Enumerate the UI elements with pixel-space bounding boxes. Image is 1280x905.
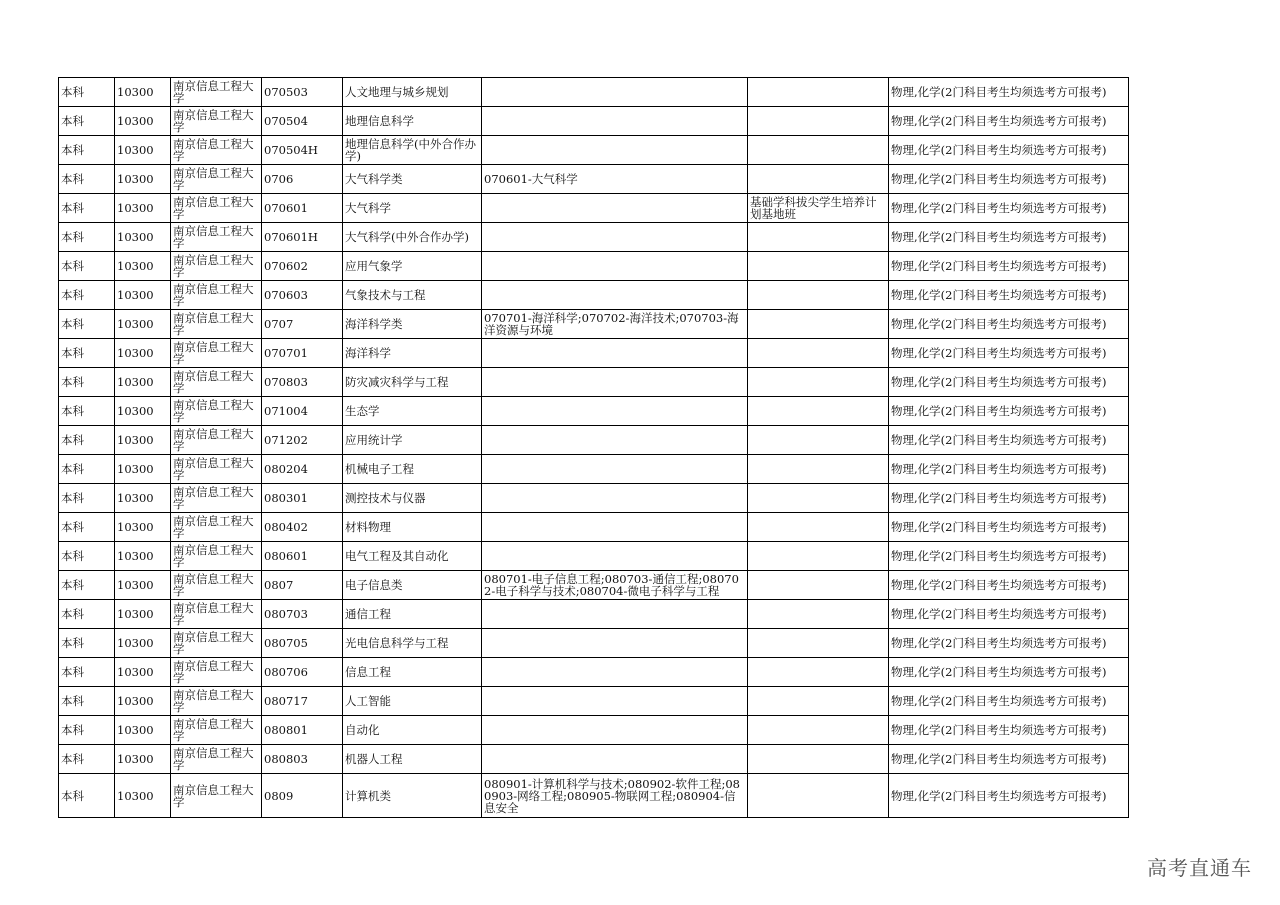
major-name-cell: 防灾减灾科学与工程 bbox=[343, 368, 482, 397]
school-code-cell: 10300 bbox=[115, 426, 171, 455]
included-majors-cell bbox=[482, 194, 748, 223]
school-name-cell: 南京信息工程大学 bbox=[171, 223, 262, 252]
note-cell bbox=[748, 165, 889, 194]
subject-requirement-cell: 物理,化学(2门科目考生均须选考方可报考) bbox=[889, 194, 1129, 223]
school-name-cell: 南京信息工程大学 bbox=[171, 600, 262, 629]
subject-requirement-cell: 物理,化学(2门科目考生均须选考方可报考) bbox=[889, 281, 1129, 310]
included-majors-cell bbox=[482, 629, 748, 658]
level-cell: 本科 bbox=[59, 658, 115, 687]
table-row bbox=[59, 310, 1129, 339]
watermark-text: 高考直通车 bbox=[1147, 856, 1252, 880]
school-code-cell: 10300 bbox=[115, 687, 171, 716]
school-name-cell: 南京信息工程大学 bbox=[171, 252, 262, 281]
table-row bbox=[59, 658, 1129, 687]
school-code-cell: 10300 bbox=[115, 368, 171, 397]
level-cell: 本科 bbox=[59, 687, 115, 716]
table-row bbox=[59, 687, 1129, 716]
major-code-cell: 070602 bbox=[262, 252, 343, 281]
table-row bbox=[59, 78, 1129, 107]
school-code-cell: 10300 bbox=[115, 310, 171, 339]
note-cell bbox=[748, 107, 889, 136]
table-row bbox=[59, 542, 1129, 571]
note-cell bbox=[748, 455, 889, 484]
table-row bbox=[59, 571, 1129, 600]
level-cell: 本科 bbox=[59, 542, 115, 571]
school-code-cell: 10300 bbox=[115, 194, 171, 223]
major-code-cell: 070503 bbox=[262, 78, 343, 107]
subject-requirement-cell: 物理,化学(2门科目考生均须选考方可报考) bbox=[889, 571, 1129, 600]
included-majors-cell bbox=[482, 600, 748, 629]
major-code-cell: 0706 bbox=[262, 165, 343, 194]
major-code-cell: 070701 bbox=[262, 339, 343, 368]
included-majors-cell bbox=[482, 658, 748, 687]
school-code-cell: 10300 bbox=[115, 629, 171, 658]
note-cell bbox=[748, 687, 889, 716]
note-cell bbox=[748, 774, 889, 818]
major-name-cell: 人文地理与城乡规划 bbox=[343, 78, 482, 107]
school-code-cell: 10300 bbox=[115, 600, 171, 629]
included-majors-cell bbox=[482, 484, 748, 513]
subject-requirement-cell: 物理,化学(2门科目考生均须选考方可报考) bbox=[889, 426, 1129, 455]
note-cell bbox=[748, 252, 889, 281]
level-cell: 本科 bbox=[59, 252, 115, 281]
major-code-cell: 070504H bbox=[262, 136, 343, 165]
major-code-cell: 070601 bbox=[262, 194, 343, 223]
subject-requirement-cell: 物理,化学(2门科目考生均须选考方可报考) bbox=[889, 774, 1129, 818]
admission-table bbox=[58, 77, 1129, 818]
note-cell bbox=[748, 368, 889, 397]
subject-requirement-cell: 物理,化学(2门科目考生均须选考方可报考) bbox=[889, 629, 1129, 658]
table-row bbox=[59, 136, 1129, 165]
school-name-cell: 南京信息工程大学 bbox=[171, 368, 262, 397]
school-code-cell: 10300 bbox=[115, 136, 171, 165]
major-code-cell: 080803 bbox=[262, 745, 343, 774]
major-code-cell: 070603 bbox=[262, 281, 343, 310]
note-cell bbox=[748, 484, 889, 513]
note-cell bbox=[748, 426, 889, 455]
major-name-cell: 大气科学 bbox=[343, 194, 482, 223]
subject-requirement-cell: 物理,化学(2门科目考生均须选考方可报考) bbox=[889, 687, 1129, 716]
major-name-cell: 大气科学(中外合作办学) bbox=[343, 223, 482, 252]
note-cell bbox=[748, 78, 889, 107]
table-row bbox=[59, 252, 1129, 281]
subject-requirement-cell: 物理,化学(2门科目考生均须选考方可报考) bbox=[889, 223, 1129, 252]
level-cell: 本科 bbox=[59, 716, 115, 745]
school-code-cell: 10300 bbox=[115, 484, 171, 513]
level-cell: 本科 bbox=[59, 397, 115, 426]
table-row bbox=[59, 629, 1129, 658]
major-name-cell: 材料物理 bbox=[343, 513, 482, 542]
level-cell: 本科 bbox=[59, 223, 115, 252]
major-name-cell: 应用气象学 bbox=[343, 252, 482, 281]
table-row bbox=[59, 339, 1129, 368]
major-name-cell: 地理信息科学(中外合作办学) bbox=[343, 136, 482, 165]
major-name-cell: 海洋科学 bbox=[343, 339, 482, 368]
level-cell: 本科 bbox=[59, 78, 115, 107]
school-code-cell: 10300 bbox=[115, 397, 171, 426]
table-row bbox=[59, 484, 1129, 513]
included-majors-cell: 070701-海洋科学;070702-海洋技术;070703-海洋资源与环境 bbox=[482, 310, 748, 339]
major-name-cell: 测控技术与仪器 bbox=[343, 484, 482, 513]
school-name-cell: 南京信息工程大学 bbox=[171, 281, 262, 310]
subject-requirement-cell: 物理,化学(2门科目考生均须选考方可报考) bbox=[889, 136, 1129, 165]
subject-requirement-cell: 物理,化学(2门科目考生均须选考方可报考) bbox=[889, 542, 1129, 571]
subject-requirement-cell: 物理,化学(2门科目考生均须选考方可报考) bbox=[889, 310, 1129, 339]
level-cell: 本科 bbox=[59, 455, 115, 484]
major-name-cell: 地理信息科学 bbox=[343, 107, 482, 136]
level-cell: 本科 bbox=[59, 136, 115, 165]
included-majors-cell bbox=[482, 716, 748, 745]
school-code-cell: 10300 bbox=[115, 281, 171, 310]
school-name-cell: 南京信息工程大学 bbox=[171, 629, 262, 658]
table-row bbox=[59, 368, 1129, 397]
school-name-cell: 南京信息工程大学 bbox=[171, 136, 262, 165]
table-row bbox=[59, 513, 1129, 542]
school-name-cell: 南京信息工程大学 bbox=[171, 194, 262, 223]
school-name-cell: 南京信息工程大学 bbox=[171, 107, 262, 136]
level-cell: 本科 bbox=[59, 310, 115, 339]
level-cell: 本科 bbox=[59, 745, 115, 774]
school-name-cell: 南京信息工程大学 bbox=[171, 78, 262, 107]
level-cell: 本科 bbox=[59, 368, 115, 397]
included-majors-cell bbox=[482, 252, 748, 281]
major-code-cell: 080204 bbox=[262, 455, 343, 484]
major-code-cell: 0707 bbox=[262, 310, 343, 339]
subject-requirement-cell: 物理,化学(2门科目考生均须选考方可报考) bbox=[889, 600, 1129, 629]
included-majors-cell: 070601-大气科学 bbox=[482, 165, 748, 194]
subject-requirement-cell: 物理,化学(2门科目考生均须选考方可报考) bbox=[889, 339, 1129, 368]
included-majors-cell bbox=[482, 281, 748, 310]
school-name-cell: 南京信息工程大学 bbox=[171, 339, 262, 368]
major-name-cell: 电子信息类 bbox=[343, 571, 482, 600]
level-cell: 本科 bbox=[59, 426, 115, 455]
included-majors-cell bbox=[482, 78, 748, 107]
school-name-cell: 南京信息工程大学 bbox=[171, 774, 262, 818]
major-code-cell: 070601H bbox=[262, 223, 343, 252]
school-name-cell: 南京信息工程大学 bbox=[171, 745, 262, 774]
subject-requirement-cell: 物理,化学(2门科目考生均须选考方可报考) bbox=[889, 368, 1129, 397]
subject-requirement-cell: 物理,化学(2门科目考生均须选考方可报考) bbox=[889, 745, 1129, 774]
subject-requirement-cell: 物理,化学(2门科目考生均须选考方可报考) bbox=[889, 78, 1129, 107]
level-cell: 本科 bbox=[59, 774, 115, 818]
note-cell bbox=[748, 397, 889, 426]
note-cell: 基础学科拔尖学生培养计划基地班 bbox=[748, 194, 889, 223]
school-code-cell: 10300 bbox=[115, 716, 171, 745]
major-code-cell: 080705 bbox=[262, 629, 343, 658]
school-code-cell: 10300 bbox=[115, 658, 171, 687]
major-name-cell: 机械电子工程 bbox=[343, 455, 482, 484]
included-majors-cell bbox=[482, 745, 748, 774]
major-name-cell: 应用统计学 bbox=[343, 426, 482, 455]
note-cell bbox=[748, 571, 889, 600]
subject-requirement-cell: 物理,化学(2门科目考生均须选考方可报考) bbox=[889, 716, 1129, 745]
major-name-cell: 气象技术与工程 bbox=[343, 281, 482, 310]
table-row bbox=[59, 397, 1129, 426]
table-row bbox=[59, 107, 1129, 136]
level-cell: 本科 bbox=[59, 281, 115, 310]
major-name-cell: 大气科学类 bbox=[343, 165, 482, 194]
included-majors-cell: 080901-计算机科学与技术;080902-软件工程;080903-网络工程;080905-物联网工程;080904-信息安全 bbox=[482, 774, 748, 818]
major-code-cell: 070504 bbox=[262, 107, 343, 136]
level-cell: 本科 bbox=[59, 571, 115, 600]
included-majors-cell bbox=[482, 339, 748, 368]
table-row bbox=[59, 426, 1129, 455]
school-name-cell: 南京信息工程大学 bbox=[171, 426, 262, 455]
included-majors-cell bbox=[482, 136, 748, 165]
note-cell bbox=[748, 223, 889, 252]
subject-requirement-cell: 物理,化学(2门科目考生均须选考方可报考) bbox=[889, 658, 1129, 687]
note-cell bbox=[748, 339, 889, 368]
major-name-cell: 电气工程及其自动化 bbox=[343, 542, 482, 571]
level-cell: 本科 bbox=[59, 107, 115, 136]
major-code-cell: 0809 bbox=[262, 774, 343, 818]
level-cell: 本科 bbox=[59, 484, 115, 513]
note-cell bbox=[748, 542, 889, 571]
included-majors-cell bbox=[482, 426, 748, 455]
note-cell bbox=[748, 716, 889, 745]
table-row bbox=[59, 223, 1129, 252]
school-name-cell: 南京信息工程大学 bbox=[171, 397, 262, 426]
major-code-cell: 071004 bbox=[262, 397, 343, 426]
major-code-cell: 080703 bbox=[262, 600, 343, 629]
included-majors-cell bbox=[482, 368, 748, 397]
level-cell: 本科 bbox=[59, 600, 115, 629]
school-code-cell: 10300 bbox=[115, 165, 171, 194]
note-cell bbox=[748, 513, 889, 542]
table-row bbox=[59, 600, 1129, 629]
level-cell: 本科 bbox=[59, 194, 115, 223]
note-cell bbox=[748, 629, 889, 658]
school-code-cell: 10300 bbox=[115, 339, 171, 368]
major-code-cell: 070803 bbox=[262, 368, 343, 397]
table-row bbox=[59, 281, 1129, 310]
major-name-cell: 海洋科学类 bbox=[343, 310, 482, 339]
major-name-cell: 信息工程 bbox=[343, 658, 482, 687]
major-name-cell: 人工智能 bbox=[343, 687, 482, 716]
school-code-cell: 10300 bbox=[115, 107, 171, 136]
included-majors-cell bbox=[482, 687, 748, 716]
table-row bbox=[59, 716, 1129, 745]
school-code-cell: 10300 bbox=[115, 542, 171, 571]
subject-requirement-cell: 物理,化学(2门科目考生均须选考方可报考) bbox=[889, 484, 1129, 513]
included-majors-cell bbox=[482, 542, 748, 571]
school-name-cell: 南京信息工程大学 bbox=[171, 165, 262, 194]
major-code-cell: 071202 bbox=[262, 426, 343, 455]
school-code-cell: 10300 bbox=[115, 78, 171, 107]
school-code-cell: 10300 bbox=[115, 774, 171, 818]
note-cell bbox=[748, 600, 889, 629]
major-name-cell: 光电信息科学与工程 bbox=[343, 629, 482, 658]
subject-requirement-cell: 物理,化学(2门科目考生均须选考方可报考) bbox=[889, 165, 1129, 194]
school-name-cell: 南京信息工程大学 bbox=[171, 455, 262, 484]
subject-requirement-cell: 物理,化学(2门科目考生均须选考方可报考) bbox=[889, 252, 1129, 281]
school-name-cell: 南京信息工程大学 bbox=[171, 716, 262, 745]
included-majors-cell bbox=[482, 107, 748, 136]
school-name-cell: 南京信息工程大学 bbox=[171, 687, 262, 716]
major-code-cell: 0807 bbox=[262, 571, 343, 600]
major-code-cell: 080717 bbox=[262, 687, 343, 716]
table-row bbox=[59, 745, 1129, 774]
school-name-cell: 南京信息工程大学 bbox=[171, 658, 262, 687]
level-cell: 本科 bbox=[59, 165, 115, 194]
major-name-cell: 计算机类 bbox=[343, 774, 482, 818]
major-name-cell: 机器人工程 bbox=[343, 745, 482, 774]
level-cell: 本科 bbox=[59, 339, 115, 368]
school-name-cell: 南京信息工程大学 bbox=[171, 310, 262, 339]
major-code-cell: 080706 bbox=[262, 658, 343, 687]
included-majors-cell bbox=[482, 455, 748, 484]
subject-requirement-cell: 物理,化学(2门科目考生均须选考方可报考) bbox=[889, 513, 1129, 542]
school-code-cell: 10300 bbox=[115, 455, 171, 484]
school-code-cell: 10300 bbox=[115, 223, 171, 252]
major-name-cell: 生态学 bbox=[343, 397, 482, 426]
included-majors-cell bbox=[482, 223, 748, 252]
major-code-cell: 080301 bbox=[262, 484, 343, 513]
note-cell bbox=[748, 281, 889, 310]
table-row bbox=[59, 194, 1129, 223]
major-code-cell: 080801 bbox=[262, 716, 343, 745]
included-majors-cell bbox=[482, 513, 748, 542]
school-name-cell: 南京信息工程大学 bbox=[171, 542, 262, 571]
table-row bbox=[59, 455, 1129, 484]
note-cell bbox=[748, 745, 889, 774]
school-name-cell: 南京信息工程大学 bbox=[171, 571, 262, 600]
school-code-cell: 10300 bbox=[115, 571, 171, 600]
school-code-cell: 10300 bbox=[115, 252, 171, 281]
included-majors-cell: 080701-电子信息工程;080703-通信工程;080702-电子科学与技术;080704-微电子科学与工程 bbox=[482, 571, 748, 600]
major-code-cell: 080601 bbox=[262, 542, 343, 571]
level-cell: 本科 bbox=[59, 629, 115, 658]
note-cell bbox=[748, 136, 889, 165]
school-code-cell: 10300 bbox=[115, 513, 171, 542]
subject-requirement-cell: 物理,化学(2门科目考生均须选考方可报考) bbox=[889, 455, 1129, 484]
level-cell: 本科 bbox=[59, 513, 115, 542]
table-row bbox=[59, 165, 1129, 194]
school-name-cell: 南京信息工程大学 bbox=[171, 484, 262, 513]
subject-requirement-cell: 物理,化学(2门科目考生均须选考方可报考) bbox=[889, 107, 1129, 136]
note-cell bbox=[748, 310, 889, 339]
included-majors-cell bbox=[482, 397, 748, 426]
table-row bbox=[59, 774, 1129, 818]
school-name-cell: 南京信息工程大学 bbox=[171, 513, 262, 542]
subject-requirement-cell: 物理,化学(2门科目考生均须选考方可报考) bbox=[889, 397, 1129, 426]
major-code-cell: 080402 bbox=[262, 513, 343, 542]
note-cell bbox=[748, 658, 889, 687]
major-name-cell: 自动化 bbox=[343, 716, 482, 745]
school-code-cell: 10300 bbox=[115, 745, 171, 774]
major-name-cell: 通信工程 bbox=[343, 600, 482, 629]
